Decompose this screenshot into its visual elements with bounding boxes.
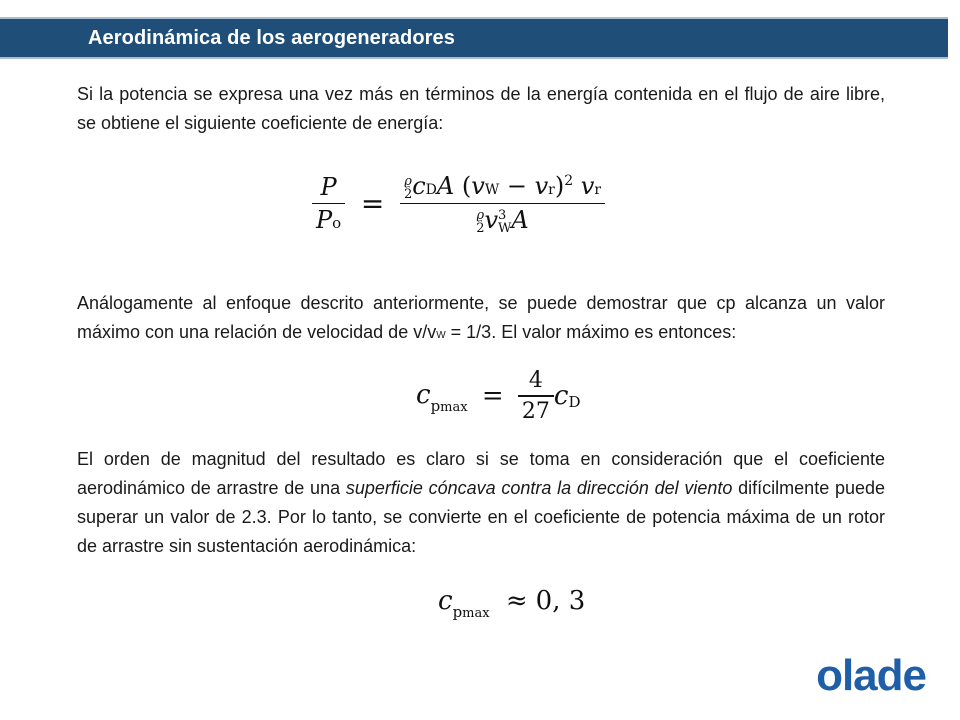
equation-power-coefficient: $\frac{P}{Po}$ = ϱ 2 cDA (vW − vr)$^2$ vr ϱ 2 v 3 W A (312, 172, 605, 235)
approx-value: 0, 3 (535, 586, 586, 616)
slide-title: Aerodinámica de los aerogeneradores (88, 27, 455, 49)
equation-cp-max-approx: $c_{pmax} \approx 0$, 3 (438, 586, 586, 621)
fraction-numerator: 4 (528, 368, 543, 393)
paragraph2-subscript: W (436, 330, 446, 341)
paragraph-conclusion (77, 445, 885, 561)
olade-logo: olade (816, 651, 926, 700)
paragraph2-before: Análogamente al enfoque descrito anteriormente, se puede demostrar que cp alcanza un valor máximo con una relación de velocidad de v/v (77, 293, 885, 342)
paragraph3-part2: difícilmente puede superar un valor de 2.3. Por lo tanto, se convierte en el coeficiente de potencia máxima de un rotor de arrastre sin sustentación aerodinámica: (77, 478, 885, 556)
paragraph-intro: Si la potencia se expresa una vez más en términos de la energía contenida en el flujo de aire libre, se obtiene el siguiente coeficiente de energía: (77, 84, 885, 133)
fraction-denominator: 27 (521, 398, 550, 424)
equation-cp-max: $c_{pmax}$ = $\frac{4}{27}$ cD (416, 368, 581, 424)
paragraph3-italic: superficie cóncava contra la dirección del viento (345, 478, 733, 498)
paragraph2-after: = 1/3. El valor máximo es entonces: (445, 322, 737, 342)
paragraph-analogous (77, 289, 885, 350)
header-bar (0, 17, 948, 59)
paragraph3-part1: El orden de magnitud del resultado es claro si se toma en consideración que el coeficiente aerodinámico de arrastre de una (77, 449, 885, 498)
